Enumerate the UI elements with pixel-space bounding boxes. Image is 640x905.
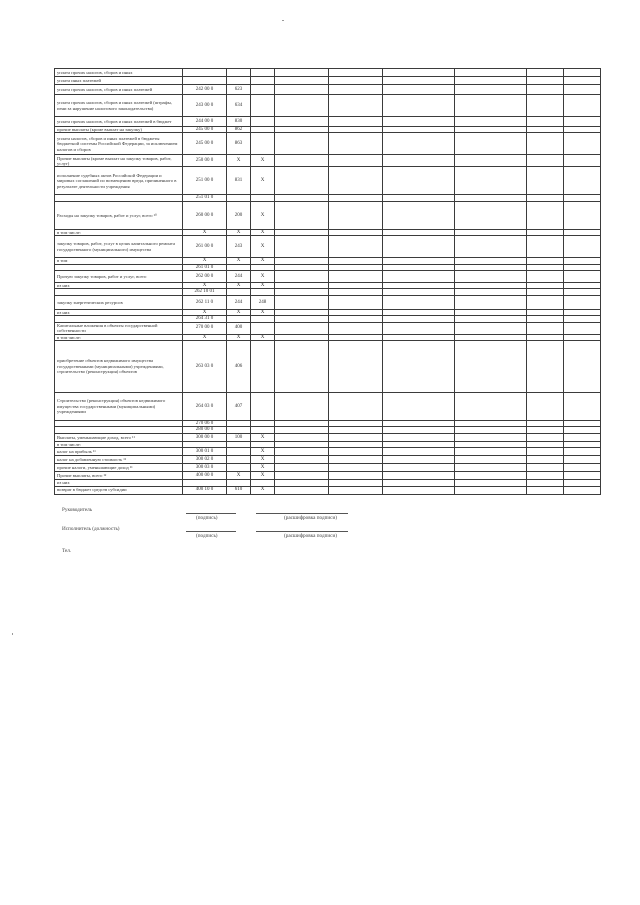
row-value-1: X — [251, 464, 275, 472]
row-amount-cell — [455, 393, 527, 421]
row-value-1: X — [251, 456, 275, 464]
table-row — [55, 69, 601, 77]
row-amount-cell — [455, 155, 527, 167]
row-amount-cell — [564, 167, 601, 195]
row-label: уплата иных платежей — [55, 77, 183, 85]
row-kbk — [227, 448, 251, 456]
row-label: Прочую закупку товаров, работ и услуг, всего — [55, 271, 183, 283]
row-kbk: 400 — [227, 322, 251, 334]
row-code: 244 00 0 — [183, 117, 227, 127]
row-kbk: 200 — [227, 201, 251, 229]
row-code: 300 00 0 — [183, 433, 227, 441]
table-row — [55, 117, 601, 127]
row-amount-cell — [383, 155, 455, 167]
row-amount-cell — [527, 155, 564, 167]
row-amount-cell — [455, 472, 527, 480]
table-row — [55, 77, 601, 85]
row-amount-cell — [275, 295, 329, 309]
table-row — [55, 393, 601, 421]
row-amount-cell — [275, 155, 329, 167]
row-kbk: 407 — [227, 393, 251, 421]
exec-label: Исполнитель (должность) — [62, 526, 120, 532]
row-code: X — [183, 334, 227, 340]
row-code: 280 00 0 — [183, 427, 227, 433]
row-amount-cell — [275, 341, 329, 393]
row-amount-cell — [527, 448, 564, 456]
row-kbk: 863 — [227, 133, 251, 155]
row-kbk: X — [227, 309, 251, 315]
table-body — [55, 69, 601, 495]
row-amount-cell — [527, 486, 564, 494]
row-amount-cell — [527, 472, 564, 480]
row-amount-cell — [455, 69, 527, 77]
row-code: 264 03 0 — [183, 393, 227, 421]
row-amount-cell — [383, 295, 455, 309]
row-value-1: X — [251, 486, 275, 494]
row-label: Прочие выплаты, всего ¹² — [55, 472, 183, 480]
scan-speck-left — [12, 633, 13, 635]
row-amount-cell — [329, 472, 383, 480]
row-label: прочие налоги, уменьшающие доход ¹¹ — [55, 464, 183, 472]
row-code — [183, 77, 227, 85]
row-amount-cell — [329, 464, 383, 472]
row-code: 262 11 0 — [183, 295, 227, 309]
row-amount-cell — [329, 341, 383, 393]
row-amount-cell — [383, 85, 455, 95]
table-row — [55, 133, 601, 155]
row-amount-cell — [329, 85, 383, 95]
row-amount-cell — [527, 167, 564, 195]
row-amount-cell — [275, 69, 329, 77]
row-kbk: 406 — [227, 341, 251, 393]
row-label: налог на добавленную стоимость ¹¹ — [55, 456, 183, 464]
row-amount-cell — [329, 448, 383, 456]
row-amount-cell — [383, 472, 455, 480]
row-amount-cell — [564, 393, 601, 421]
row-kbk: 634 — [227, 95, 251, 117]
row-amount-cell — [275, 433, 329, 441]
row-amount-cell — [275, 464, 329, 472]
row-label: Расходы на закупку товаров, работ и услуг, всего ¹⁰ — [55, 201, 183, 229]
row-value-1 — [251, 322, 275, 334]
row-amount-cell — [383, 167, 455, 195]
row-amount-cell — [329, 456, 383, 464]
row-value-1 — [251, 341, 275, 393]
row-amount-cell — [329, 393, 383, 421]
table-row — [55, 448, 601, 456]
table-row — [55, 456, 601, 464]
table-row — [55, 322, 601, 334]
row-label: в том числе: — [55, 229, 183, 235]
row-label: из них — [55, 283, 183, 289]
row-label: уплата прочих налогов, сборов и иных платежей — [55, 85, 183, 95]
row-amount-cell — [527, 295, 564, 309]
row-amount-cell — [564, 117, 601, 127]
row-amount-cell — [527, 85, 564, 95]
row-amount-cell — [564, 464, 601, 472]
row-amount-cell — [564, 85, 601, 95]
row-value-1 — [251, 95, 275, 117]
row-code: 400 00 0 — [183, 472, 227, 480]
row-kbk: 830 — [227, 117, 251, 127]
exec-name-line — [256, 531, 348, 532]
row-value-1: X — [251, 167, 275, 195]
row-kbk: 610 — [227, 486, 251, 494]
row-value-1: X — [251, 229, 275, 235]
row-amount-cell — [455, 456, 527, 464]
row-label: из них — [55, 309, 183, 315]
row-amount-cell — [275, 77, 329, 85]
row-code: 300 03 0 — [183, 464, 227, 472]
row-amount-cell — [527, 341, 564, 393]
row-amount-cell — [275, 456, 329, 464]
row-amount-cell — [564, 155, 601, 167]
row-amount-cell — [383, 341, 455, 393]
table-row — [55, 201, 601, 229]
row-code: 270 00 0 — [183, 322, 227, 334]
head-label: Руководитель — [62, 507, 93, 513]
row-amount-cell — [455, 77, 527, 85]
row-code: 300 01 0 — [183, 448, 227, 456]
row-kbk: X — [227, 283, 251, 289]
exec-name-caption: (расшифровка подписи) — [284, 533, 337, 539]
row-kbk: X — [227, 155, 251, 167]
row-amount-cell — [564, 271, 601, 283]
head-name-caption: (расшифровка подписи) — [284, 515, 337, 521]
row-label: уплата прочих налогов, сборов и иных — [55, 69, 183, 77]
row-amount-cell — [527, 133, 564, 155]
row-value-1 — [251, 85, 275, 95]
row-amount-cell — [275, 393, 329, 421]
row-value-1: X — [251, 155, 275, 167]
row-amount-cell — [455, 322, 527, 334]
row-value-1: X — [251, 258, 275, 264]
row-amount-cell — [564, 322, 601, 334]
row-amount-cell — [564, 456, 601, 464]
exec-sign-caption: (подпись) — [196, 533, 218, 539]
row-amount-cell — [383, 236, 455, 258]
head-sign-caption: (подпись) — [196, 515, 218, 521]
row-amount-cell — [275, 236, 329, 258]
row-code: 245 00 0 — [183, 133, 227, 155]
row-amount-cell — [275, 486, 329, 494]
row-value-1: X — [251, 334, 275, 340]
row-amount-cell — [383, 486, 455, 494]
row-value-1 — [251, 133, 275, 155]
row-code: 251 01 0 — [183, 195, 227, 201]
row-kbk: 831 — [227, 167, 251, 195]
row-amount-cell — [527, 201, 564, 229]
row-amount-cell — [329, 486, 383, 494]
row-amount-cell — [383, 393, 455, 421]
row-amount-cell — [275, 448, 329, 456]
row-amount-cell — [455, 486, 527, 494]
row-kbk — [227, 69, 251, 77]
row-amount-cell — [527, 393, 564, 421]
row-amount-cell — [564, 95, 601, 117]
row-value-1: X — [251, 283, 275, 289]
row-code: 243 00 0 — [183, 95, 227, 117]
row-value-1: X — [251, 201, 275, 229]
row-value-1: X — [251, 236, 275, 258]
phone-label: Тел. — [62, 548, 72, 554]
row-code: 261 00 0 — [183, 236, 227, 258]
row-amount-cell — [383, 433, 455, 441]
row-kbk — [227, 464, 251, 472]
row-amount-cell — [383, 322, 455, 334]
table-row — [55, 95, 601, 117]
row-value-1: X — [251, 433, 275, 441]
row-amount-cell — [564, 133, 601, 155]
row-amount-cell — [275, 201, 329, 229]
row-label: прочие выплаты (кроме выплат на закупку) — [55, 127, 183, 133]
row-amount-cell — [455, 464, 527, 472]
row-amount-cell — [275, 117, 329, 127]
row-amount-cell — [383, 95, 455, 117]
row-code: 242 00 0 — [183, 85, 227, 95]
row-label: Прочие выплаты (кроме выплат на закупку товаров, работ, услуг) — [55, 155, 183, 167]
exec-sign-line — [186, 531, 236, 532]
row-value-1 — [251, 393, 275, 421]
row-amount-cell — [275, 271, 329, 283]
row-code: 262 00 0 — [183, 271, 227, 283]
row-value-1: X — [251, 271, 275, 283]
row-label: уплата прочих налогов, сборов и иных платежей в бюджет — [55, 117, 183, 127]
row-value-1: 248 — [251, 295, 275, 309]
row-amount-cell — [527, 271, 564, 283]
row-amount-cell — [329, 117, 383, 127]
head-name-line — [256, 513, 348, 514]
table-row — [55, 433, 601, 441]
row-amount-cell — [329, 322, 383, 334]
row-code — [183, 69, 227, 77]
row-label: уплата прочих налогов, сборов и иных платежей (штрафы, пени за нарушение налогового законодательства) — [55, 95, 183, 117]
row-amount-cell — [329, 271, 383, 283]
row-kbk: 100 — [227, 433, 251, 441]
row-amount-cell — [383, 448, 455, 456]
row-amount-cell — [455, 433, 527, 441]
row-amount-cell — [383, 77, 455, 85]
row-amount-cell — [275, 95, 329, 117]
row-label: Капитальные вложения в объекты государственной собственности — [55, 322, 183, 334]
row-amount-cell — [329, 167, 383, 195]
row-amount-cell — [329, 236, 383, 258]
row-label: из них — [55, 480, 183, 486]
row-amount-cell — [527, 236, 564, 258]
row-amount-cell — [329, 69, 383, 77]
row-label: налог на прибыль ¹¹ — [55, 448, 183, 456]
row-amount-cell — [527, 322, 564, 334]
row-amount-cell — [527, 95, 564, 117]
table-row — [55, 472, 601, 480]
table-row — [55, 167, 601, 195]
row-kbk: 243 — [227, 236, 251, 258]
table-row — [55, 341, 601, 393]
table-row — [55, 486, 601, 494]
row-amount-cell — [455, 236, 527, 258]
row-code: 251 00 0 — [183, 167, 227, 195]
row-code: X — [183, 309, 227, 315]
row-value-1 — [251, 117, 275, 127]
row-amount-cell — [383, 117, 455, 127]
row-amount-cell — [564, 472, 601, 480]
table-row — [55, 236, 601, 258]
row-kbk — [227, 77, 251, 85]
row-amount-cell — [455, 133, 527, 155]
row-amount-cell — [275, 472, 329, 480]
row-code: X — [183, 229, 227, 235]
row-kbk: 862 — [227, 127, 251, 133]
table-row — [55, 155, 601, 167]
row-code: 260 00 0 — [183, 201, 227, 229]
table-row — [55, 295, 601, 309]
row-amount-cell — [383, 201, 455, 229]
row-code: 263 03 0 — [183, 341, 227, 393]
row-amount-cell — [564, 77, 601, 85]
row-label: уплата налогов, сборов и иных платежей в бюджеты бюджетной системы Российской Федерации, за исключением налогов и сборов — [55, 133, 183, 155]
row-amount-cell — [527, 77, 564, 85]
row-label: в том числе: — [55, 441, 183, 447]
row-amount-cell — [329, 433, 383, 441]
row-amount-cell — [383, 464, 455, 472]
row-amount-cell — [329, 133, 383, 155]
row-amount-cell — [455, 85, 527, 95]
table-row — [55, 271, 601, 283]
row-amount-cell — [329, 201, 383, 229]
row-amount-cell — [527, 456, 564, 464]
row-amount-cell — [455, 167, 527, 195]
row-label: в том — [55, 258, 183, 264]
row-code: 261 01 0 — [183, 264, 227, 270]
head-sign-line — [186, 513, 236, 514]
row-amount-cell — [564, 69, 601, 77]
row-amount-cell — [527, 69, 564, 77]
row-label: закупку товаров, работ, услуг в целях капитального ремонта государственного (муниципального) имущества — [55, 236, 183, 258]
row-amount-cell — [564, 448, 601, 456]
row-amount-cell — [455, 201, 527, 229]
row-amount-cell — [564, 486, 601, 494]
row-value-1: X — [251, 472, 275, 480]
row-amount-cell — [564, 295, 601, 309]
row-amount-cell — [455, 295, 527, 309]
row-value-1: X — [251, 448, 275, 456]
row-amount-cell — [564, 236, 601, 258]
row-label: закупку энергетических ресурсов — [55, 295, 183, 309]
row-amount-cell — [275, 167, 329, 195]
row-code: X — [183, 283, 227, 289]
row-amount-cell — [564, 433, 601, 441]
row-amount-cell — [329, 95, 383, 117]
scan-speck-top — [282, 20, 284, 21]
row-kbk: X — [227, 258, 251, 264]
row-label: возврат в бюджет средств субсидии — [55, 486, 183, 494]
row-kbk: 244 — [227, 271, 251, 283]
row-value-1 — [251, 77, 275, 85]
row-amount-cell — [383, 456, 455, 464]
row-label: приобретение объектов недвижимого имущества государственными (муниципальными) учреждениями, строительство (реконструкция) объектов — [55, 341, 183, 393]
row-amount-cell — [455, 271, 527, 283]
row-amount-cell — [455, 448, 527, 456]
row-code: 250 00 0 — [183, 155, 227, 167]
row-amount-cell — [275, 133, 329, 155]
row-kbk: X — [227, 472, 251, 480]
row-code: 245 00 0 — [183, 127, 227, 133]
financial-plan-table — [54, 68, 601, 495]
row-label: Строительство (реконструкция) объектов недвижимого имущества государственными (муниципальными) учреждениями — [55, 393, 183, 421]
row-amount-cell — [383, 271, 455, 283]
row-code: 264 31 0 — [183, 316, 227, 322]
row-amount-cell — [564, 201, 601, 229]
row-amount-cell — [455, 341, 527, 393]
row-kbk: X — [227, 229, 251, 235]
row-amount-cell — [455, 95, 527, 117]
row-amount-cell — [383, 69, 455, 77]
row-label: Выплаты, уменьшающие доход, всего ¹¹ — [55, 433, 183, 441]
row-code: X — [183, 258, 227, 264]
row-amount-cell — [275, 85, 329, 95]
row-amount-cell — [564, 341, 601, 393]
row-value-1 — [251, 69, 275, 77]
row-kbk: X — [227, 334, 251, 340]
row-amount-cell — [527, 433, 564, 441]
row-amount-cell — [527, 464, 564, 472]
row-kbk: 244 — [227, 295, 251, 309]
row-amount-cell — [527, 117, 564, 127]
row-kbk: 623 — [227, 85, 251, 95]
row-amount-cell — [329, 155, 383, 167]
row-amount-cell — [275, 322, 329, 334]
row-code: 262 10 01 — [183, 289, 227, 295]
table-row — [55, 85, 601, 95]
row-amount-cell — [329, 295, 383, 309]
row-label: в том числе: — [55, 334, 183, 340]
row-code: 300 02 0 — [183, 456, 227, 464]
row-kbk — [227, 456, 251, 464]
table-row — [55, 464, 601, 472]
row-label: исполнение судебных актов Российской Федерации и мировых соглашений по возмещению вреда, причиненного в результате деятельности учреждения — [55, 167, 183, 195]
row-amount-cell — [383, 133, 455, 155]
row-code: 270 06 0 — [183, 421, 227, 427]
row-amount-cell — [329, 77, 383, 85]
row-code: 400 10 0 — [183, 486, 227, 494]
row-value-1: X — [251, 309, 275, 315]
row-amount-cell — [455, 117, 527, 127]
